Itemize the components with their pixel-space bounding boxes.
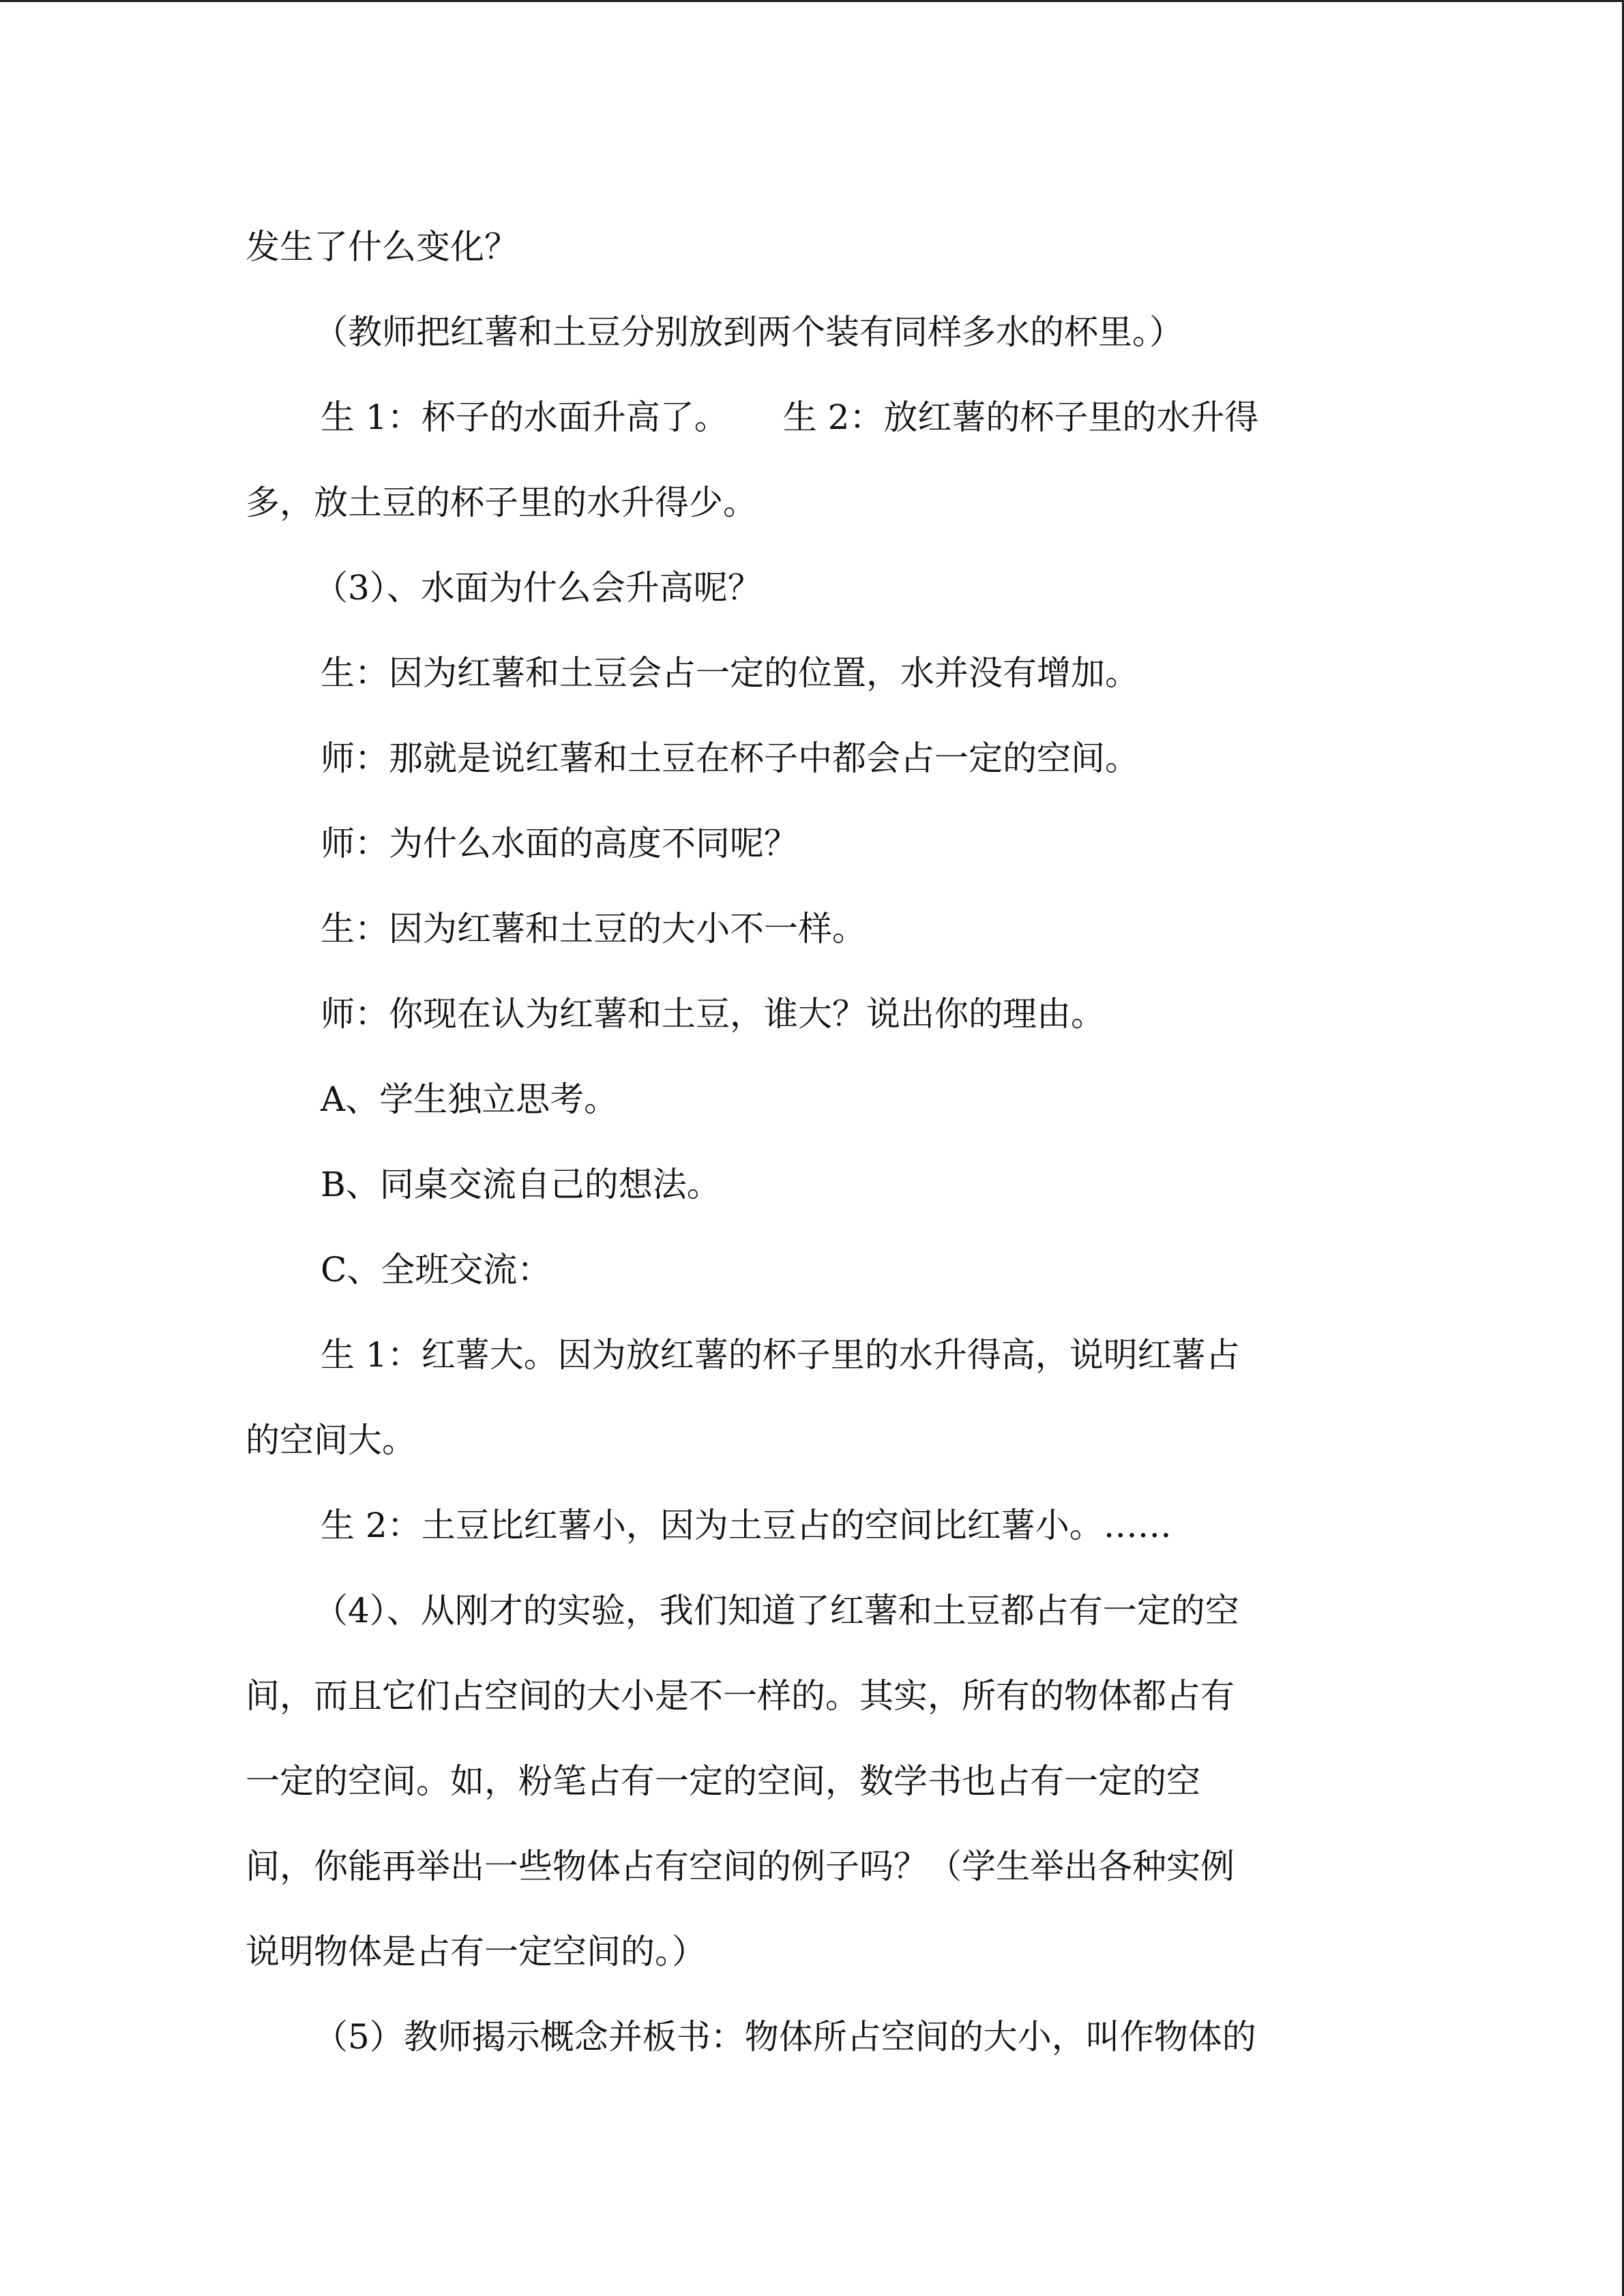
student-2-remark: 生 2：放红薯的杯子里的水升得 (782, 398, 1259, 437)
paragraph-line: 一定的空间。如，粉笔占有一定的空间，数学书也占有一定的空 (246, 1761, 1200, 1801)
page-border-top (0, 0, 1624, 2)
paragraph-line: 师：为什么水面的高度不同呢？ (321, 824, 798, 863)
document-body (246, 205, 1378, 2080)
paragraph-line: 师：那就是说红薯和土豆在杯子中都会占一定的空间。 (321, 739, 1139, 778)
paragraph-line: 生 1：红薯大。因为放红薯的杯子里的水升得高，说明红薯占 (321, 1335, 1240, 1375)
paragraph-line: （3）、水面为什么会升高呢？ (314, 568, 762, 608)
student-1-remark: 生 1：杯子的水面升高了。 (321, 398, 728, 437)
paragraph-line: 间，你能再举出一些物体占有空间的例子吗？（学生举出各种实例 (246, 1847, 1235, 1886)
paragraph-line: （5）教师揭示概念并板书：物体所占空间的大小，叫作物体的 (314, 2017, 1256, 2057)
paragraph-line: （4）、从刚才的实验，我们知道了红薯和土豆都占有一定的空 (314, 1591, 1239, 1630)
paragraph-line: 生：因为红薯和土豆会占一定的位置，水并没有增加。 (321, 653, 1139, 693)
paragraph-line: A、学生独立思考。 (321, 1079, 619, 1119)
paragraph-line: 的空间大。 (246, 1420, 416, 1460)
paragraph-line: B、同桌交流自己的想法。 (321, 1165, 721, 1204)
paragraph-line: C、全班交流： (321, 1250, 552, 1289)
paragraph-line: 生 2：土豆比红薯小，因为土豆占的空间比红薯小。…… (321, 1506, 1172, 1545)
paragraph-line: （教师把红薯和土豆分别放到两个装有同样多水的杯里。） (314, 312, 1183, 352)
paragraph-line: 师：你现在认为红薯和土豆，谁大？说出你的理由。 (321, 994, 1105, 1034)
paragraph-line: 生：因为红薯和土豆的大小不一样。 (321, 909, 866, 949)
paragraph-line: 说明物体是占有一定空间的。） (246, 1932, 706, 1971)
paragraph-line: 间，而且它们占空间的大小是不一样的。其实，所有的物体都占有 (246, 1676, 1235, 1716)
paragraph-line: 发生了什么变化？ (246, 227, 518, 267)
paragraph-line (246, 375, 1378, 460)
paragraph-line: 多，放土豆的杯子里的水升得少。 (246, 483, 757, 522)
